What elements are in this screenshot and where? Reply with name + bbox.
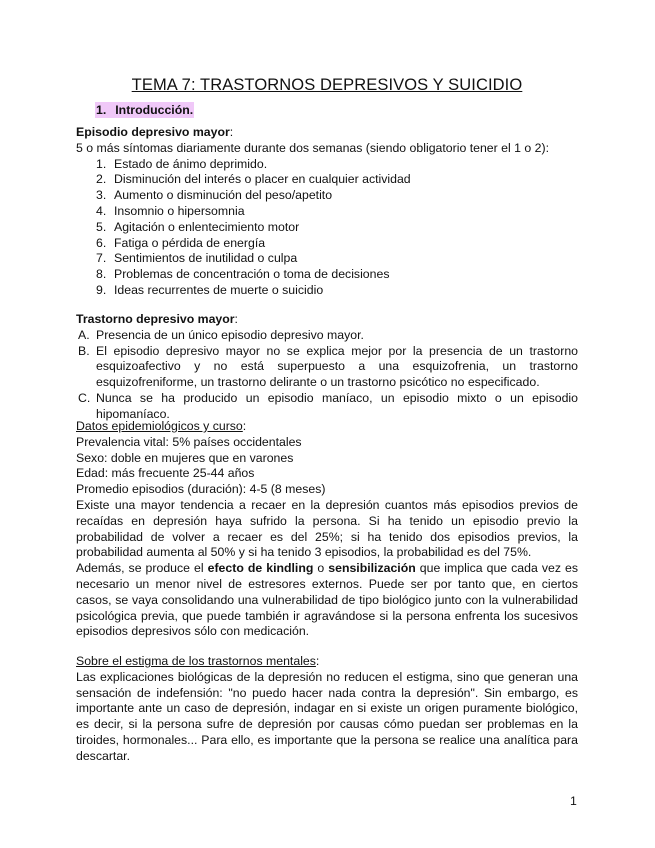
list-item (76, 157, 578, 173)
item-letter: C. (78, 390, 91, 405)
epi-line: Sexo: doble en mujeres que en varones (76, 450, 294, 465)
text-run: que implica que cada vez es necesario un menor nivel de estresores externos. Puede ser por tanto que, en ciertos casos, se vaya consolidando una vulnerabilidad de tipo biológico junto con la vulnerabilidad psicológica previa, que puede también ir agravándose si la persona enfrenta los sucesivos episodios depresivos sólo con medicación. (76, 561, 578, 639)
episodio-intro: 5 o más síntomas diariamente durante dos semanas (siendo obligatorio tener el 1 o 2): (76, 140, 550, 155)
estigma-heading: Sobre el estigma de los trastornos mentales (76, 654, 316, 668)
item-text: Agitación o enlentecimiento motor (114, 219, 300, 234)
trastorno-section (76, 312, 578, 423)
item-text: Ideas recurrentes de muerte o suicidio (114, 282, 324, 297)
item-text: El episodio depresivo mayor no se explica mejor por la presencia de un trastorno esquizoafectivo y no está superpuesto a una esquizofrenia, un trastorno esquizofreniforme, un trastorno delirante o un trastorno psicótico no especificado. (96, 343, 578, 390)
bold-term: sensibilización (328, 561, 416, 576)
epidemiologia-section (76, 419, 578, 640)
item-letter: B. (78, 343, 90, 358)
episodio-heading: Episodio depresivo mayor (76, 125, 230, 139)
list-item (76, 251, 578, 267)
symptom-list (76, 157, 578, 299)
list-item (76, 172, 578, 188)
list-item (76, 328, 578, 344)
estigma-paragraph: Las explicaciones biológicas de la depresión no reducen el estigma, sino que generan una sensación de indefensión: "no puedo hacer nada contra la depresión". Sin embargo, es importante ante un caso de depresión, indagar en si existe un origen puramente biológico, es decir, si la persona sufre de depresión por causas cómo puedan ser problemas en la tiroides, hormonales... Para ello, es importante que la persona se realice una analítica para descartar. (76, 669, 578, 763)
list-item (76, 188, 578, 204)
trastorno-heading: Trastorno depresivo mayor (76, 312, 235, 326)
list-item (76, 283, 578, 299)
text-run: o (313, 561, 329, 576)
item-text: Sentimientos de inutilidad o culpa (114, 251, 298, 266)
heading-colon: : (229, 125, 234, 139)
epidemiologia-heading: Datos epidemiológicos y curso (76, 419, 243, 433)
recaida-paragraph: Existe una mayor tendencia a recaer en la depresión cuantos más episodios previos de recaídas en depresión haya sufrido la persona. Si ha tenido un episodio previo la probabilidad de volver a recaer es del 25%; si ha tenido dos episodios previos, la probabilidad aumenta al 50% y si ha tenido 3 episodios, la probabilidad es del 75%. (76, 497, 578, 560)
bold-term: efecto de kindling (207, 561, 314, 576)
item-number: 9. (96, 282, 107, 297)
item-number: 6. (96, 235, 107, 250)
item-text: Presencia de un único episodio depresivo mayor. (96, 327, 364, 342)
heading-colon: : (242, 419, 247, 433)
list-item (76, 344, 578, 391)
item-number: 8. (96, 267, 107, 282)
item-text: Insomnio o hipersomnia (114, 203, 245, 218)
list-item (76, 204, 578, 220)
section-label: Introducción. (115, 103, 194, 117)
epi-line: Promedio episodios (duración): 4-5 (8 meses) (76, 482, 326, 497)
item-number: 2. (96, 172, 107, 187)
item-text: Estado de ánimo deprimido. (114, 156, 268, 171)
heading-colon: : (315, 654, 320, 668)
section-heading (95, 103, 194, 117)
list-item (76, 267, 578, 283)
text-run: Además, se produce el (76, 561, 208, 576)
estigma-section (76, 654, 578, 765)
item-number: 3. (96, 188, 107, 203)
item-number: 4. (96, 203, 107, 218)
kindling-paragraph (76, 561, 578, 640)
item-number: 5. (96, 219, 107, 234)
item-text: Nunca se ha producido un episodio maníaco, un episodio mixto o un episodio hipomaníaco. (96, 390, 578, 421)
item-text: Problemas de concentración o toma de decisiones (114, 267, 390, 282)
list-item (76, 391, 578, 423)
item-letter: A. (78, 327, 90, 342)
list-item (76, 220, 578, 236)
item-text: Aumento o disminución del peso/apetito (114, 188, 333, 203)
item-number: 7. (96, 251, 107, 266)
page-number: 1 (570, 794, 577, 808)
epi-line: Prevalencia vital: 5% países occidentales (76, 434, 302, 449)
episodio-section (76, 125, 578, 299)
item-text: Fatiga o pérdida de energía (114, 235, 266, 250)
highlighted-heading (95, 102, 194, 118)
heading-colon: : (234, 312, 238, 326)
item-text: Disminución del interés o placer en cualquier actividad (114, 172, 411, 187)
document-title: TEMA 7: TRASTORNOS DEPRESIVOS Y SUICIDIO (131, 76, 523, 94)
criteria-list (76, 328, 578, 423)
item-number: 1. (96, 156, 107, 171)
epi-line: Edad: más frecuente 25-44 años (76, 466, 255, 481)
section-number: 1. (96, 103, 107, 117)
list-item (76, 236, 578, 252)
